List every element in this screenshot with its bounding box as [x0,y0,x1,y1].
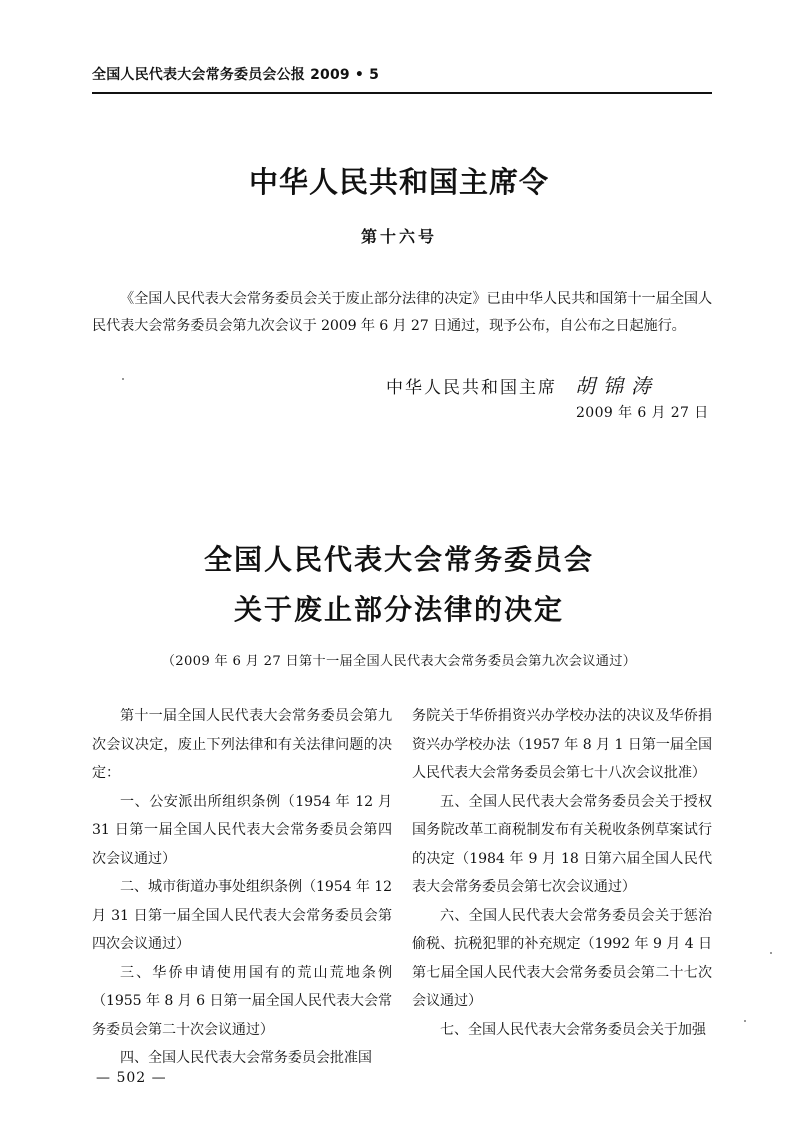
body-paragraph: 六、全国人民代表大会常务委员会关于惩治偷税、抗税犯罪的补充规定（1992 年 9 月 4 日第七届全国人民代表大会常务委员会第二十七次会议通过） [412,907,712,1009]
body-paragraph: 四、全国人民代表大会常务委员会批准国 [120,1050,372,1066]
body-paragraph: 第十一届全国人民代表大会常务委员会第九次会议决定，废止下列法律和有关法律问题的决定： [92,708,392,781]
signature-name: 胡锦涛 [575,374,659,398]
decision-subtitle: （2009 年 6 月 27 日第十一届全国人民代表大会常务委员会第九次会议通过） [161,654,637,669]
body-paragraph: 一、公安派出所组织条例（1954 年 12 月 31 日第一届全国人民代表大会常务委员会第四次会议通过） [92,793,392,867]
body-paragraph: 七、全国人民代表大会常务委员会关于加强 [440,1021,706,1038]
signature-line [386,370,659,399]
body-left-column [92,702,392,1073]
body-paragraph: 三、华侨申请使用国有的荒山荒地条例（1955 年 8 月 6 日第一届全国人民代表大会常务委员会第二十次会议通过） [92,964,392,1038]
body-right-column [412,702,712,1044]
scan-speck [770,952,772,954]
decision-title-line2: 关于废止部分法律的决定 [233,593,564,626]
signature-date: 2009 年 6 月 27 日 [576,405,709,421]
order-title: 中华人民共和国主席令 [248,165,549,199]
scan-speck [122,378,124,380]
body-paragraph: 五、全国人民代表大会常务委员会关于授权国务院改革工商税制发布有关税收条例草案试行的决定（1984 年 9 月 18 日第六届全国人民代表大会常务委员会第七次会议通过） [412,793,712,895]
page-number: — 502 — [96,1070,167,1086]
decision-title-line1: 全国人民代表大会常务委员会 [203,543,594,576]
body-paragraph: 二、城市街道办事处组织条例（1954 年 12 月 31 日第一届全国人民代表大会常务委员会第四次会议通过） [92,879,392,952]
header-rule [92,92,712,94]
order-text: 《全国人民代表大会常务委员会关于废止部分法律的决定》已由中华人民共和国第十一届全国人民代表大会常务委员会第九次会议于 2009 年 6 月 27 日通过，现予公布，自公布之日起施行。 [92,291,712,334]
scan-speck [744,1020,746,1022]
signature-title: 中华人民共和国主席 [386,378,557,398]
body-paragraph-continuation: 务院关于华侨捐资兴办学校办法的决议及华侨捐资兴办学校办法（1957 年 8 月 1 日第一届全国人民代表大会常务委员会第七十八次会议批准） [412,708,712,781]
running-head: 全国人民代表大会常务委员会公报 2009 • 5 [92,67,380,83]
order-number: 第十六号 [360,227,437,246]
